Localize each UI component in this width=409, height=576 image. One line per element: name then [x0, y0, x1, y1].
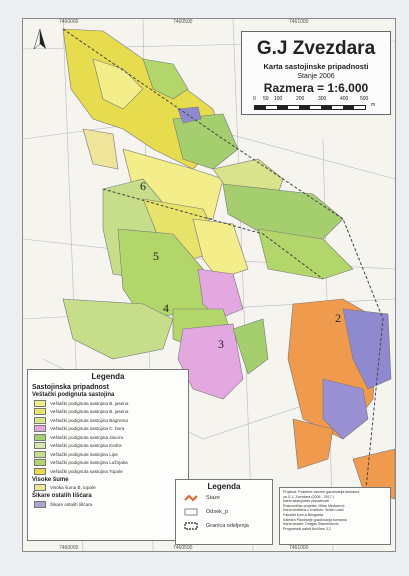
north-arrow-icon	[33, 29, 47, 51]
legend-item	[184, 519, 272, 533]
map-subtitle: Karta sastojinske pripadnosti	[263, 62, 369, 71]
coord-bottom-1: 7460000	[59, 545, 79, 551]
legend-item-label: Veštački podignuta sastojina Bagrema	[50, 417, 128, 423]
legend-item	[34, 416, 188, 425]
legend-item	[184, 491, 272, 505]
legend-stands	[27, 369, 189, 541]
legend-item-label: Visoka šuma B. topole	[50, 485, 96, 491]
legend-lines	[175, 479, 273, 545]
coord-top-2: 7460500	[173, 19, 193, 25]
legend-item	[184, 505, 272, 519]
scale-tick: 50	[263, 96, 269, 102]
credit-line: Katedra Planiranje gazdovanja šumama	[283, 517, 347, 522]
legend-group-title: Visoke šume	[32, 476, 69, 483]
legend-item-label: Veštački podignuta sastojina Topole	[50, 468, 123, 474]
legend-swatch	[34, 484, 46, 491]
credit-line: Karta izrađena u Institutu: Srđan Lazić	[283, 508, 344, 513]
legend-title: Legenda	[91, 372, 125, 381]
legend-item-label: Odsek_p	[206, 509, 229, 515]
legend-item-label: Veštački podignuta sastojina Kedra	[50, 443, 122, 449]
polygon-symbol-icon	[184, 508, 198, 516]
legend-item	[34, 500, 188, 509]
compartment-number: 6	[140, 179, 146, 193]
scale-tick: 0	[253, 96, 256, 102]
legend-swatch	[34, 408, 46, 415]
map-title: G.J Zvezdara	[256, 38, 376, 59]
legend-item-label: Veštački podignuta sastojina B. jasena	[50, 409, 129, 415]
legend-item	[34, 433, 188, 442]
legend-swatch	[34, 417, 46, 424]
coord-bottom-2: 7460500	[173, 545, 193, 551]
legend-swatch	[34, 459, 46, 466]
legend-swatch	[34, 425, 46, 432]
map-scale: Razmera = 1:6.000	[263, 81, 369, 95]
legend-item-label: Veštački podignuta sastojina Lipe	[50, 451, 118, 457]
boundary-symbol-icon	[184, 522, 198, 530]
coord-top-3: 7461000	[289, 19, 309, 25]
legend-item-label: Staze	[206, 495, 221, 501]
scale-bar-graphic	[254, 105, 366, 110]
path-symbol-icon	[184, 494, 198, 502]
legend-item	[34, 467, 188, 476]
scale-tick: 500	[360, 96, 369, 102]
legend-item-label: Veštački podignuta sastojina B. jasena	[50, 400, 129, 406]
credits-box	[279, 487, 391, 545]
legend-swatch	[34, 400, 46, 407]
legend-item	[34, 425, 188, 434]
credit-line: za G.J. Zvezdara (2006 - 2017.)	[283, 494, 334, 499]
scale-tick: 300	[318, 96, 327, 102]
compartment-number: 3	[218, 337, 224, 351]
credit-line: Karta sastojinske pripadnosti	[283, 499, 329, 504]
legend-item-label: Veštački podignuta sastojina Lužnjaka	[50, 460, 128, 466]
scale-bar	[253, 96, 378, 110]
legend-item-label: Veštački podignuta sastojina Javora	[50, 434, 124, 440]
legend-item	[34, 450, 188, 459]
legend-swatch	[34, 442, 46, 449]
credit-line: Fakultet šum.a Beograda	[283, 512, 324, 517]
compartment-number: 2	[335, 311, 341, 325]
legend-item	[34, 484, 188, 493]
scale-tick: 400	[340, 96, 349, 102]
coord-bottom-3: 7461000	[289, 545, 309, 551]
legend-group-title: Veštački podignuta sastojina	[32, 392, 115, 398]
legend-swatch	[34, 468, 46, 475]
legend-item	[34, 399, 188, 408]
legend-swatch	[34, 451, 46, 458]
scale-tick: 100	[274, 96, 283, 102]
scale-unit: m	[371, 102, 376, 108]
credit-line: Rukovodilac projekta: Milan Medarević	[283, 503, 345, 508]
map-state: Stanje 2006	[297, 73, 335, 80]
legend-item	[34, 408, 188, 417]
credit-line: Karta izradio: Dragan Stamenković	[283, 522, 339, 527]
legend-title: Legenda	[207, 482, 241, 491]
legend-swatch	[34, 501, 46, 508]
legend-swatch	[34, 434, 46, 441]
legend-section-title: Sastojinska pripadnost	[32, 384, 110, 391]
map-frame	[22, 18, 396, 552]
compartment-number: 5	[153, 249, 159, 263]
coord-top-1: 7460000	[59, 19, 79, 25]
compartment-number: 4	[163, 301, 169, 315]
legend-group-title: Šikare ostalih lišćara	[32, 493, 92, 499]
legend-item	[34, 459, 188, 468]
credit-line: Programski paket ArcView 3.2	[283, 526, 331, 531]
title-box	[241, 31, 391, 115]
legend-item	[34, 442, 188, 451]
scale-tick: 200	[296, 96, 305, 102]
legend-item-label: Veštački podignuta sastojina C. bora	[50, 426, 125, 432]
legend-item-label: Šikare ostalih lišćara	[50, 501, 93, 507]
credit-line: Projekat: Posebne osnove gazdovanja šumama	[283, 490, 360, 494]
legend-item-label: Granica odeljenja	[206, 523, 249, 529]
